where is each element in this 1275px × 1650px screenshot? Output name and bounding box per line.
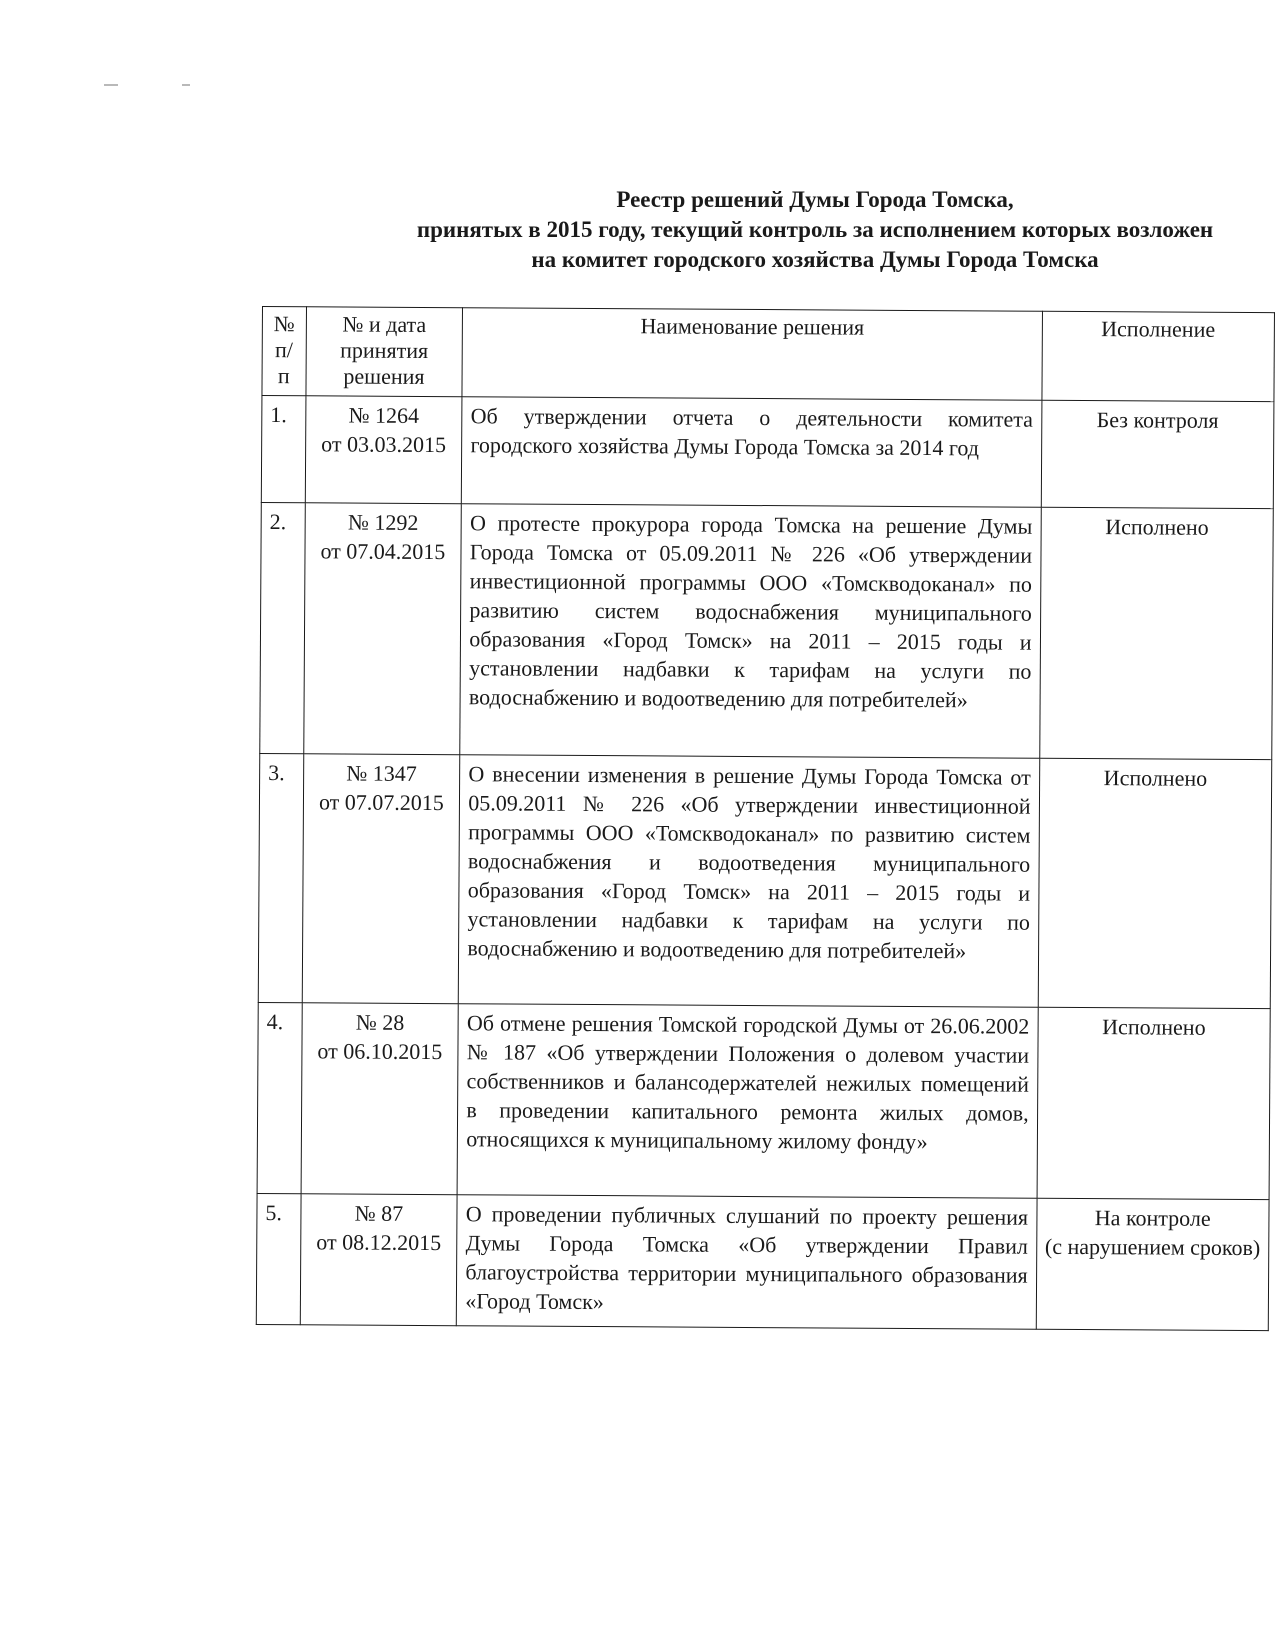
row-decision-ref — [300, 1194, 458, 1326]
title-line-2: принятых в 2015 году, текущий контроль за исполнением которых возложен — [416, 217, 1214, 242]
scan-artifact — [104, 84, 194, 90]
decision-date: от 08.12.2015 — [316, 1229, 442, 1256]
decision-date: от 07.07.2015 — [318, 789, 444, 816]
header-status: Исполнение — [1042, 311, 1275, 401]
table-row — [260, 502, 1274, 759]
decision-status — [1041, 400, 1274, 508]
decision-date: от 03.03.2015 — [321, 431, 447, 458]
header-num: № п/п — [262, 307, 306, 396]
decision-number: № 1264 — [348, 402, 420, 428]
status-line-2: (с нарушением сроков) — [1044, 1233, 1261, 1261]
decision-name: О протесте прокурора города Томска на решение Думы Города Томска от 05.09.2011 № 226 «Об утверждении инвестиционной программы ООО «Томскводоканал» по развитию систем водоснабжения муниципального образования «Город Томск» на 2011 – 2015 годы и установлении надбавки к тарифам на услуги по водоснабжению и водоотведению для потребителей» — [460, 504, 1041, 759]
status-line-1: Исполнено — [1102, 1014, 1206, 1040]
status-line-1: Исполнено — [1105, 514, 1209, 540]
decision-name: Об утверждении отчета о деятельности комитета городского хозяйства Думы Города Томска за 2014 год — [462, 397, 1042, 508]
table-row — [256, 1193, 1269, 1330]
row-decision-ref — [301, 1003, 459, 1195]
row-num: 2. — [260, 502, 305, 753]
title-line-1: Реестр решений Думы Города Томска, — [616, 187, 1014, 212]
row-decision-ref — [305, 396, 462, 504]
row-num: 1. — [261, 396, 305, 503]
title-line-3: на комитет городского хозяйства Думы Города Томска — [531, 247, 1099, 272]
decision-name: О проведении публичных слушаний по проекту решения Думы Города Томска «Об утверждении Правил благоустройства территории муниципального образования «Город Томск» — [457, 1195, 1037, 1330]
decisions-table — [256, 306, 1275, 1331]
status-line-1: На контроле — [1094, 1205, 1211, 1231]
header-date: № и дата принятия решения — [305, 307, 462, 397]
decision-date: от 07.04.2015 — [320, 538, 446, 565]
decision-status — [1039, 507, 1273, 759]
header-name: Наименование решения — [462, 308, 1042, 401]
row-num: 5. — [256, 1193, 300, 1324]
table-header-row — [262, 307, 1275, 402]
status-line-1: Исполнено — [1103, 765, 1208, 791]
row-decision-ref — [303, 503, 461, 755]
table-row — [261, 396, 1274, 509]
table-row — [257, 1002, 1270, 1199]
table-row — [258, 753, 1272, 1008]
decision-date: от 06.10.2015 — [317, 1038, 443, 1065]
decision-status — [1037, 1007, 1271, 1199]
decision-name: О внесении изменения в решение Думы Города Томска от 05.09.2011 № 226 «Об утверждении инвестиционной программы ООО «Томскводоканал» по развитию систем водоснабжения и водоотведения муниципального образования «Город Томск» на 2011 – 2015 годы и установлении надбавки к тарифам на услуги по водоснабжению и водоотведению для потребителей» — [459, 755, 1040, 1008]
decision-status — [1038, 758, 1272, 1008]
decision-number: № 28 — [355, 1009, 405, 1035]
decision-status — [1036, 1198, 1269, 1330]
decision-name: Об отмене решения Томской городской Думы от 26.06.2002 № 187 «Об утверждении Положения о долевом участии собственников и балансодержателей нежилых помещений в проведении капитального ремонта жилых домов, относящихся к муниципальному жилому фонду» — [457, 1004, 1037, 1199]
decision-number: № 1292 — [347, 509, 419, 535]
row-decision-ref — [302, 754, 460, 1004]
decision-number: № 87 — [354, 1200, 404, 1226]
row-num: 4. — [257, 1002, 302, 1193]
decision-number: № 1347 — [346, 760, 417, 786]
document-title — [240, 185, 1275, 275]
row-num: 3. — [258, 753, 303, 1002]
status-line-1: Без контроля — [1096, 407, 1219, 433]
